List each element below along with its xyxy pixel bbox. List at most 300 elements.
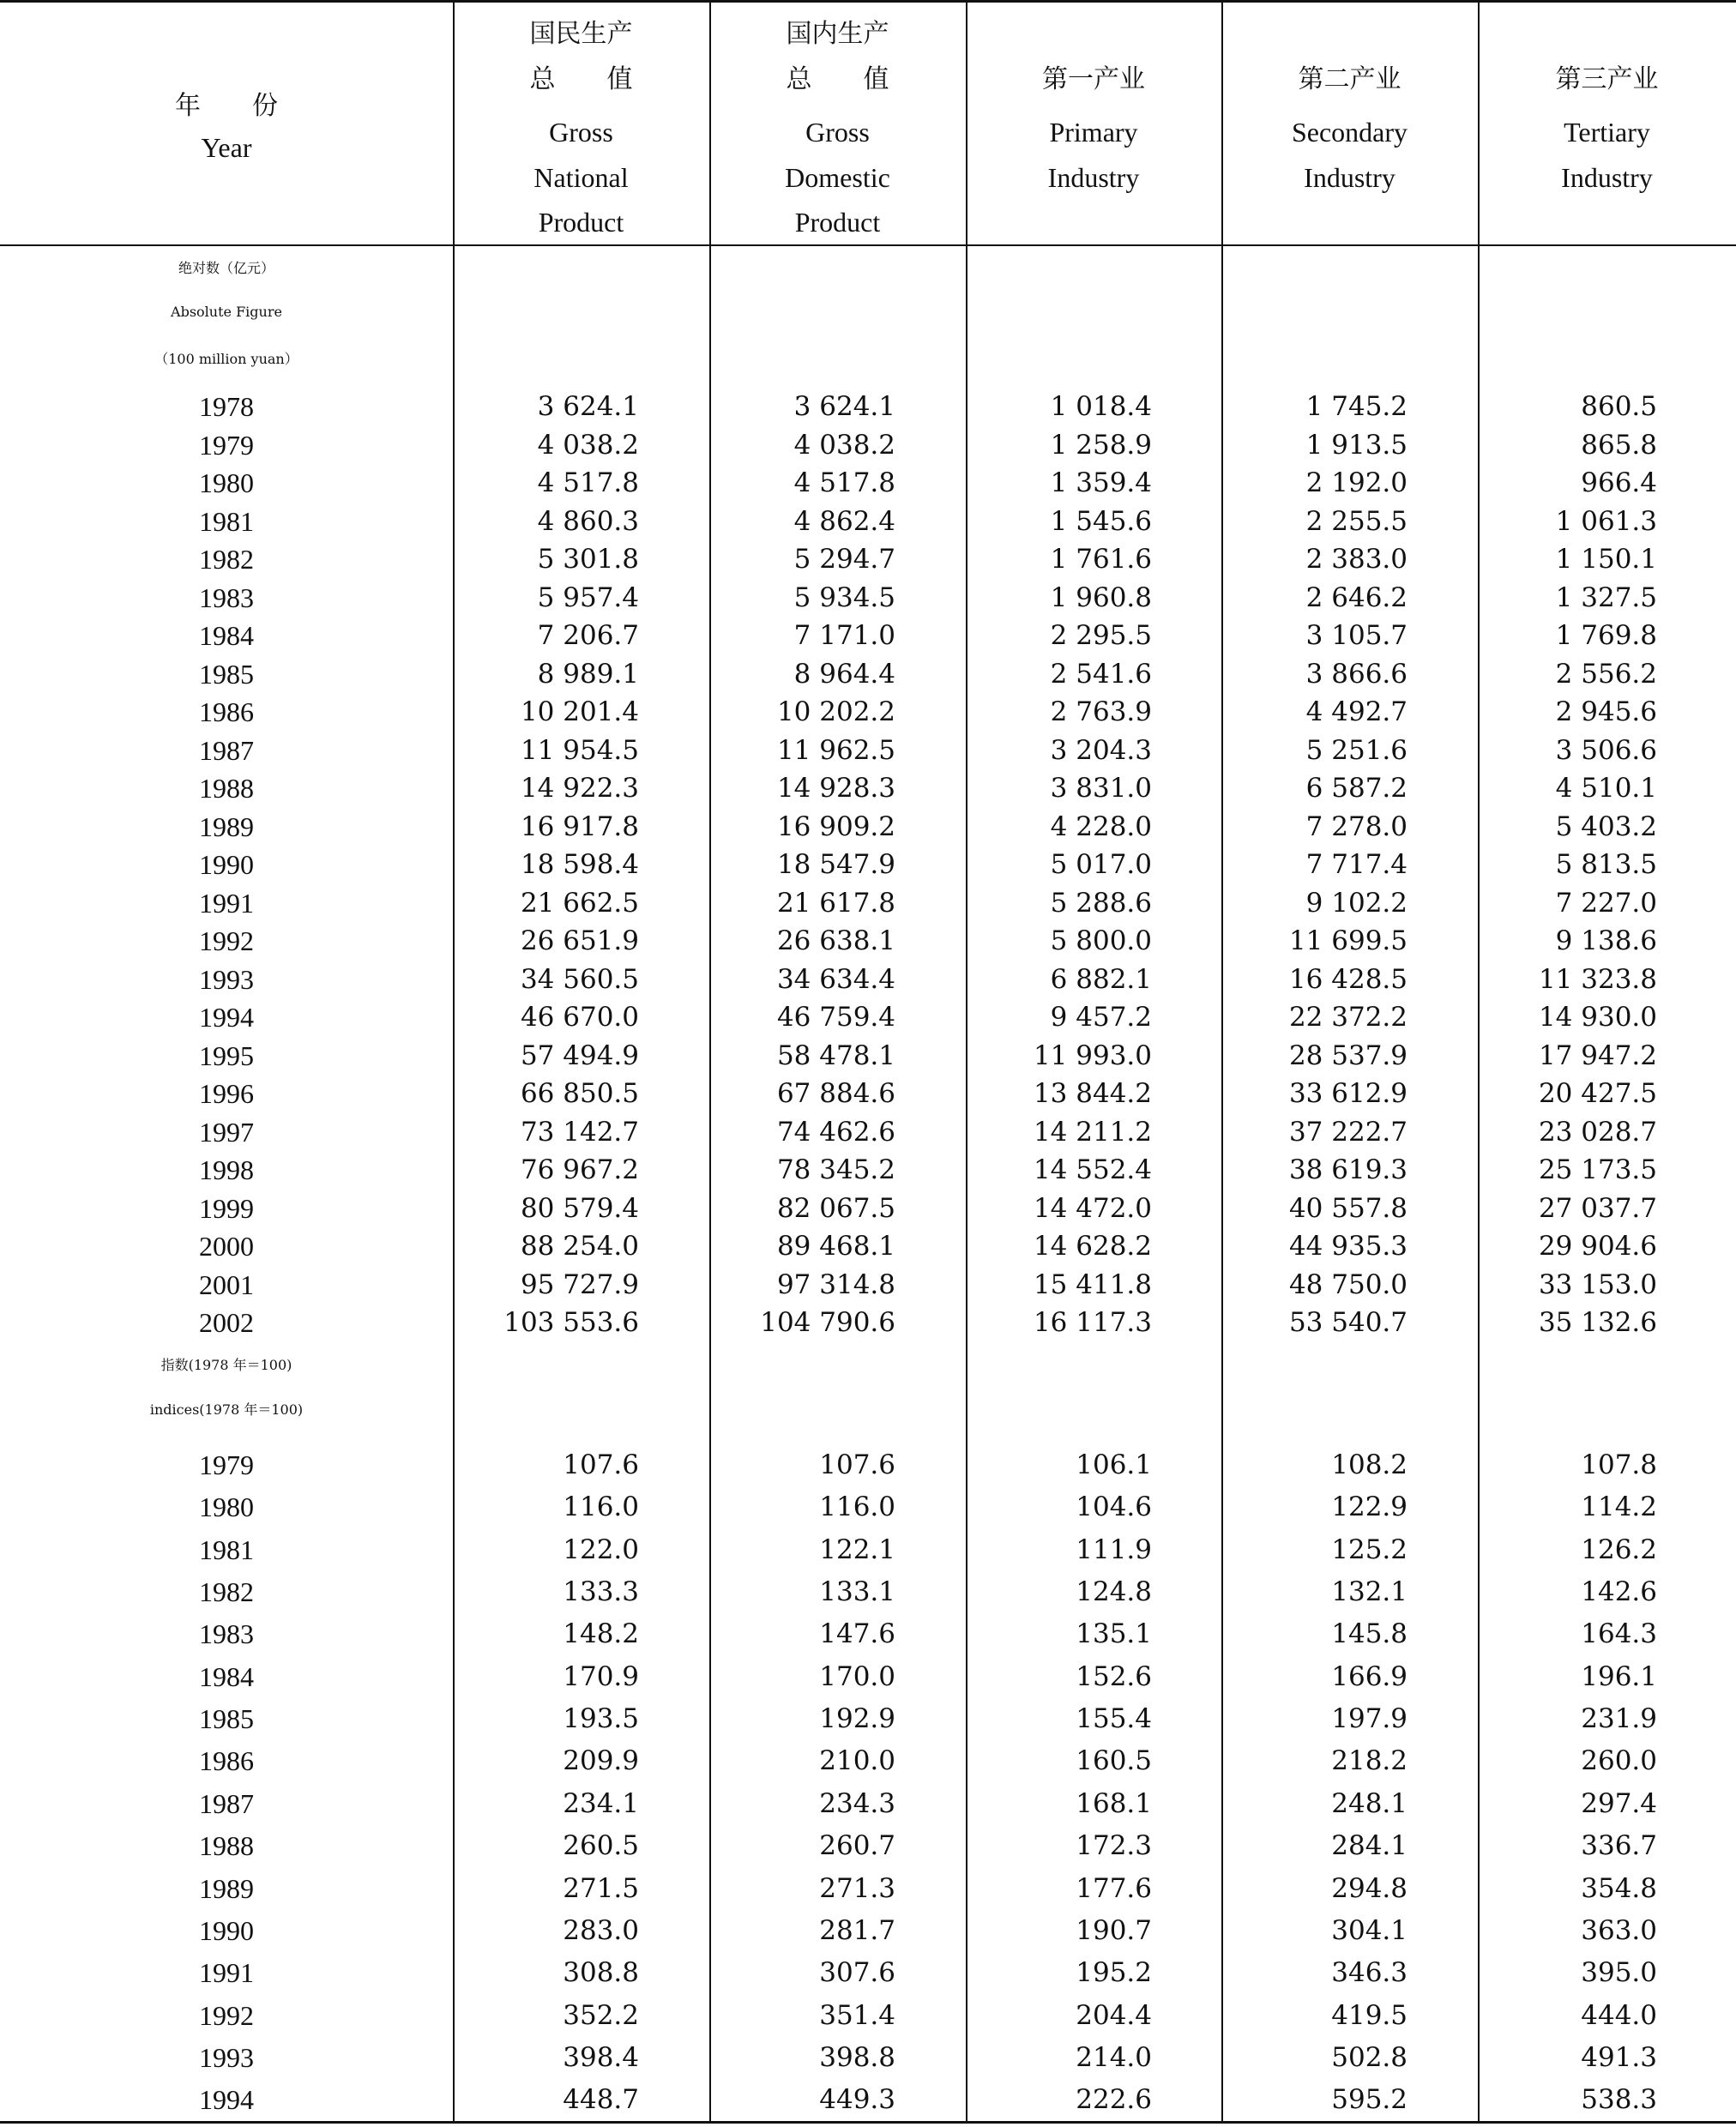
- primary-value: 214.0: [1076, 2041, 1152, 2073]
- header-en-line2: National: [533, 162, 629, 193]
- tertiary-value: 11 323.8: [1538, 963, 1657, 995]
- gnp-value: 26 651.9: [520, 925, 639, 956]
- gdp-value: 16 909.2: [776, 810, 895, 842]
- table-row: [0, 1915, 1736, 1957]
- gdp-value: 234.3: [819, 1787, 895, 1819]
- secondary-value: 33 612.9: [1288, 1078, 1407, 1109]
- primary-value: 5 800.0: [1050, 925, 1152, 956]
- secondary-value: 595.2: [1331, 2084, 1407, 2116]
- primary-value: 16 117.3: [1033, 1307, 1152, 1338]
- gnp-value: 14 922.3: [520, 773, 639, 804]
- gdp-value: 147.6: [819, 1618, 895, 1650]
- primary-value: 2 763.9: [1050, 696, 1152, 727]
- tertiary-value: 142.6: [1581, 1576, 1657, 1608]
- tertiary-value: 29 904.6: [1538, 1231, 1657, 1262]
- primary-value: 177.6: [1076, 1872, 1152, 1904]
- table-row: [0, 888, 1736, 926]
- secondary-value: 16 428.5: [1288, 963, 1407, 995]
- header-year-en: Year: [201, 132, 252, 163]
- secondary-value: 53 540.7: [1288, 1307, 1407, 1338]
- secondary-value: 7 717.4: [1305, 849, 1407, 880]
- tertiary-value: 107.8: [1581, 1449, 1657, 1480]
- primary-value: 13 844.2: [1033, 1078, 1152, 1109]
- header-en-line2: Industry: [1561, 162, 1653, 193]
- header-en-line1: Gross: [805, 117, 870, 148]
- tertiary-value: 17 947.2: [1538, 1039, 1657, 1071]
- primary-value: 1 359.4: [1050, 467, 1152, 498]
- primary-value: 1 545.6: [1050, 505, 1152, 537]
- secondary-value: 132.1: [1331, 1576, 1407, 1608]
- secondary-value: 125.2: [1331, 1533, 1407, 1565]
- tertiary-value: 14 930.0: [1538, 1002, 1657, 1033]
- gdp-value: 133.1: [819, 1576, 895, 1608]
- tertiary-value: 20 427.5: [1538, 1078, 1657, 1109]
- gdp-value: 116.0: [819, 1491, 895, 1523]
- primary-value: 124.8: [1076, 1576, 1152, 1608]
- year-cell: 2000: [199, 1231, 254, 1262]
- gnp-value: 88 254.0: [520, 1231, 639, 1262]
- gdp-value: 34 634.4: [776, 963, 895, 995]
- secondary-value: 294.8: [1331, 1872, 1407, 1904]
- gnp-value: 103 553.6: [503, 1307, 639, 1338]
- table-row: [0, 620, 1736, 659]
- section-absolute-unit: （100 million yuan）: [154, 351, 298, 367]
- year-cell: 1999: [199, 1192, 254, 1224]
- year-cell: 1989: [199, 810, 254, 842]
- year-cell: 1978: [199, 391, 254, 422]
- secondary-value: 44 935.3: [1288, 1231, 1407, 1262]
- tertiary-value: 860.5: [1581, 391, 1657, 422]
- header-en-line2: Industry: [1304, 162, 1395, 193]
- tertiary-value: 9 138.6: [1555, 925, 1657, 956]
- gnp-value: 5 957.4: [537, 581, 639, 613]
- year-cell: 1984: [199, 1660, 254, 1692]
- table-row: [0, 1830, 1736, 1872]
- secondary-value: 38 619.3: [1288, 1154, 1407, 1185]
- table-row: [0, 1661, 1736, 1703]
- primary-value: 3 831.0: [1050, 773, 1152, 804]
- gnp-value: 80 579.4: [520, 1192, 639, 1224]
- primary-value: 6 882.1: [1050, 963, 1152, 995]
- secondary-value: 218.2: [1331, 1745, 1407, 1777]
- primary-value: 106.1: [1076, 1449, 1152, 1480]
- year-cell: 1991: [199, 1957, 254, 1989]
- gnp-value: 148.2: [563, 1618, 639, 1650]
- table-row: [0, 1745, 1736, 1787]
- gdp-value: 11 962.5: [776, 734, 895, 766]
- table-row: [0, 1231, 1736, 1269]
- year-cell: 2002: [199, 1307, 254, 1338]
- secondary-value: 2 192.0: [1305, 467, 1407, 498]
- primary-value: 14 472.0: [1033, 1192, 1152, 1224]
- table-row: [0, 1040, 1736, 1079]
- gnp-value: 18 598.4: [520, 849, 639, 880]
- table-row: [0, 1269, 1736, 1308]
- header-year-zh: 年 份: [175, 91, 278, 121]
- gdp-value: 170.0: [819, 1660, 895, 1692]
- table-row: [0, 2084, 1736, 2126]
- table-row: [0, 2042, 1736, 2084]
- gdp-value: 260.7: [819, 1830, 895, 1862]
- gdp-value: 4 038.2: [793, 429, 895, 461]
- year-cell: 1994: [199, 1002, 254, 1033]
- tertiary-value: 35 132.6: [1538, 1307, 1657, 1338]
- year-cell: 1997: [199, 1116, 254, 1148]
- gdp-value: 97 314.8: [776, 1268, 895, 1300]
- gnp-value: 34 560.5: [520, 963, 639, 995]
- gnp-value: 3 624.1: [537, 391, 639, 422]
- gdp-value: 3 624.1: [793, 391, 895, 422]
- year-cell: 1979: [199, 1449, 254, 1480]
- gnp-value: 448.7: [563, 2084, 639, 2116]
- table-row: [0, 430, 1736, 468]
- secondary-value: 346.3: [1331, 1957, 1407, 1989]
- primary-value: 2 295.5: [1050, 620, 1152, 651]
- gdp-value: 7 171.0: [793, 620, 895, 651]
- header-en-line1: Secondary: [1291, 117, 1408, 148]
- tertiary-value: 3 506.6: [1555, 734, 1657, 766]
- primary-value: 204.4: [1076, 1999, 1152, 2031]
- gdp-value: 78 345.2: [776, 1154, 895, 1185]
- gdp-value: 104 790.6: [760, 1307, 895, 1338]
- year-cell: 1989: [199, 1872, 254, 1904]
- secondary-value: 248.1: [1331, 1787, 1407, 1819]
- secondary-value: 1 913.5: [1305, 429, 1407, 461]
- gnp-value: 260.5: [563, 1830, 639, 1862]
- gnp-value: 271.5: [563, 1872, 639, 1904]
- year-cell: 1987: [199, 1787, 254, 1819]
- gdp-value: 14 928.3: [776, 773, 895, 804]
- primary-value: 14 552.4: [1033, 1154, 1152, 1185]
- table-row: [0, 2000, 1736, 2042]
- year-cell: 1991: [199, 887, 254, 919]
- secondary-value: 197.9: [1331, 1703, 1407, 1735]
- tertiary-value: 1 327.5: [1555, 581, 1657, 613]
- gdp-value: 449.3: [819, 2084, 895, 2116]
- gdp-value: 210.0: [819, 1745, 895, 1777]
- tertiary-value: 395.0: [1581, 1957, 1657, 1989]
- gdp-value: 4 517.8: [793, 467, 895, 498]
- year-cell: 1981: [199, 505, 254, 537]
- year-cell: 1990: [199, 849, 254, 880]
- gdp-value: 58 478.1: [776, 1039, 895, 1071]
- header-zh-line2: 第二产业: [1298, 64, 1401, 94]
- primary-value: 5 288.6: [1050, 887, 1152, 919]
- header-zh-line2: 第三产业: [1555, 64, 1659, 94]
- primary-value: 1 960.8: [1050, 581, 1152, 613]
- table-row: [0, 1002, 1736, 1040]
- gnp-value: 76 967.2: [520, 1154, 639, 1185]
- year-cell: 1986: [199, 1745, 254, 1777]
- table-row: [0, 1117, 1736, 1155]
- gdp-value: 82 067.5: [776, 1192, 895, 1224]
- tertiary-value: 126.2: [1581, 1533, 1657, 1565]
- secondary-value: 3 105.7: [1305, 620, 1407, 651]
- gdp-value: 89 468.1: [776, 1231, 895, 1262]
- table-row: [0, 1957, 1736, 1999]
- year-cell: 1988: [199, 1830, 254, 1862]
- table-row: [0, 1618, 1736, 1660]
- tertiary-value: 27 037.7: [1538, 1192, 1657, 1224]
- tertiary-value: 2 945.6: [1555, 696, 1657, 727]
- gnp-value: 4 860.3: [537, 505, 639, 537]
- gdp-value: 10 202.2: [776, 696, 895, 727]
- year-cell: 1992: [199, 925, 254, 956]
- tertiary-value: 336.7: [1581, 1830, 1657, 1862]
- table-row: [0, 1449, 1736, 1491]
- section-absolute-zh: 绝对数（亿元）: [178, 260, 274, 276]
- gnp-value: 57 494.9: [520, 1039, 639, 1071]
- tertiary-value: 966.4: [1581, 467, 1657, 498]
- primary-value: 1 018.4: [1050, 391, 1152, 422]
- table-row: [0, 506, 1736, 545]
- year-cell: 1998: [199, 1154, 254, 1185]
- gnp-value: 4 517.8: [537, 467, 639, 498]
- gdp-value: 46 759.4: [776, 1002, 895, 1033]
- year-cell: 2001: [199, 1268, 254, 1300]
- primary-value: 222.6: [1076, 2084, 1152, 2116]
- gdp-value: 5 294.7: [793, 544, 895, 575]
- table-row: [0, 1788, 1736, 1830]
- year-cell: 1984: [199, 620, 254, 651]
- secondary-value: 122.9: [1331, 1491, 1407, 1523]
- table-row: [0, 1154, 1736, 1193]
- year-cell: 1986: [199, 696, 254, 727]
- table-row: [0, 773, 1736, 811]
- gdp-value: 107.6: [819, 1449, 895, 1480]
- primary-value: 3 204.3: [1050, 734, 1152, 766]
- secondary-value: 48 750.0: [1288, 1268, 1407, 1300]
- gnp-value: 116.0: [563, 1491, 639, 1523]
- gdp-value: 398.8: [819, 2041, 895, 2073]
- year-cell: 1980: [199, 1491, 254, 1523]
- primary-value: 1 258.9: [1050, 429, 1152, 461]
- secondary-value: 1 745.2: [1305, 391, 1407, 422]
- primary-value: 15 411.8: [1033, 1268, 1152, 1300]
- gdp-value: 5 934.5: [793, 581, 895, 613]
- secondary-value: 28 537.9: [1288, 1039, 1407, 1071]
- year-cell: 1982: [199, 1576, 254, 1608]
- primary-value: 2 541.6: [1050, 658, 1152, 690]
- section-indices-en: indices(1978 年＝100): [149, 1401, 304, 1418]
- secondary-value: 502.8: [1331, 2041, 1407, 2073]
- tertiary-value: 538.3: [1581, 2084, 1657, 2116]
- year-cell: 1992: [199, 1999, 254, 2031]
- tertiary-value: 23 028.7: [1538, 1116, 1657, 1148]
- secondary-value: 284.1: [1331, 1830, 1407, 1862]
- gnp-value: 5 301.8: [537, 544, 639, 575]
- header-en-line1: Primary: [1049, 117, 1138, 148]
- tertiary-value: 33 153.0: [1538, 1268, 1657, 1300]
- table-row: [0, 1491, 1736, 1533]
- gnp-value: 8 989.1: [537, 658, 639, 690]
- primary-value: 135.1: [1076, 1618, 1152, 1650]
- gdp-value: 122.1: [819, 1533, 895, 1565]
- secondary-value: 145.8: [1331, 1618, 1407, 1650]
- secondary-value: 7 278.0: [1305, 810, 1407, 842]
- gnp-value: 21 662.5: [520, 887, 639, 919]
- header-en-line1: Tertiary: [1564, 117, 1650, 148]
- year-cell: 1982: [199, 544, 254, 575]
- table-row: [0, 582, 1736, 621]
- tertiary-value: 1 061.3: [1555, 505, 1657, 537]
- header-en-line1: Gross: [549, 117, 613, 148]
- primary-value: 111.9: [1076, 1533, 1152, 1565]
- tertiary-value: 114.2: [1581, 1491, 1657, 1523]
- gnp-value: 133.3: [563, 1576, 639, 1608]
- year-cell: 1981: [199, 1533, 254, 1565]
- gdp-value: 8 964.4: [793, 658, 895, 690]
- primary-value: 1 761.6: [1050, 544, 1152, 575]
- year-cell: 1996: [199, 1078, 254, 1109]
- primary-value: 152.6: [1076, 1660, 1152, 1692]
- header-en-line2: Industry: [1047, 162, 1140, 193]
- primary-value: 5 017.0: [1050, 849, 1152, 880]
- gdp-value: 67 884.6: [776, 1078, 895, 1109]
- secondary-value: 6 587.2: [1305, 773, 1407, 804]
- secondary-value: 22 372.2: [1288, 1002, 1407, 1033]
- primary-value: 14 628.2: [1033, 1231, 1152, 1262]
- secondary-value: 11 699.5: [1288, 925, 1407, 956]
- table-row: [0, 544, 1736, 582]
- table-row: [0, 964, 1736, 1003]
- gnp-value: 4 038.2: [537, 429, 639, 461]
- tertiary-value: 444.0: [1581, 1999, 1657, 2031]
- primary-value: 160.5: [1076, 1745, 1152, 1777]
- secondary-value: 40 557.8: [1288, 1192, 1407, 1224]
- secondary-value: 5 251.6: [1305, 734, 1407, 766]
- tertiary-value: 5 403.2: [1555, 810, 1657, 842]
- table-row: [0, 849, 1736, 888]
- tertiary-value: 1 769.8: [1555, 620, 1657, 651]
- year-cell: 1990: [199, 1914, 254, 1946]
- gdp-value: 281.7: [819, 1914, 895, 1946]
- primary-value: 168.1: [1076, 1787, 1152, 1819]
- tertiary-value: 25 173.5: [1538, 1154, 1657, 1185]
- gnp-value: 95 727.9: [520, 1268, 639, 1300]
- secondary-value: 304.1: [1331, 1914, 1407, 1946]
- header-zh-line1: 国民生产: [529, 19, 633, 49]
- gdp-value: 307.6: [819, 1957, 895, 1989]
- tertiary-value: 865.8: [1581, 429, 1657, 461]
- tertiary-value: 260.0: [1581, 1745, 1657, 1777]
- table-row: [0, 1873, 1736, 1915]
- table-row: [0, 811, 1736, 850]
- table-row: [0, 925, 1736, 964]
- gnp-value: 283.0: [563, 1914, 639, 1946]
- table-row: [0, 1078, 1736, 1117]
- primary-value: 11 993.0: [1033, 1039, 1152, 1071]
- year-cell: 1980: [199, 467, 254, 498]
- secondary-value: 166.9: [1331, 1660, 1407, 1692]
- table-row: [0, 1534, 1736, 1576]
- header-zh-line2: 总 值: [529, 64, 633, 94]
- secondary-value: 108.2: [1331, 1449, 1407, 1480]
- table-row: [0, 1576, 1736, 1618]
- primary-value: 9 457.2: [1050, 1002, 1152, 1033]
- gnp-value: 11 954.5: [520, 734, 639, 766]
- tertiary-value: 5 813.5: [1555, 849, 1657, 880]
- secondary-value: 419.5: [1331, 1999, 1407, 2031]
- table-row: [0, 467, 1736, 506]
- tertiary-value: 4 510.1: [1555, 773, 1657, 804]
- gdp-value: 18 547.9: [776, 849, 895, 880]
- primary-value: 190.7: [1076, 1914, 1152, 1946]
- tertiary-value: 231.9: [1581, 1703, 1657, 1735]
- tertiary-value: 196.1: [1581, 1660, 1657, 1692]
- table-row: [0, 1307, 1736, 1346]
- year-cell: 1983: [199, 1618, 254, 1650]
- primary-value: 4 228.0: [1050, 810, 1152, 842]
- year-cell: 1983: [199, 581, 254, 613]
- tertiary-value: 363.0: [1581, 1914, 1657, 1946]
- secondary-value: 3 866.6: [1305, 658, 1407, 690]
- table-row: [0, 659, 1736, 697]
- gnp-value: 352.2: [563, 1999, 639, 2031]
- primary-value: 155.4: [1076, 1703, 1152, 1735]
- year-cell: 1995: [199, 1039, 254, 1071]
- gnp-value: 209.9: [563, 1745, 639, 1777]
- tertiary-value: 2 556.2: [1555, 658, 1657, 690]
- gnp-value: 7 206.7: [537, 620, 639, 651]
- year-cell: 1985: [199, 658, 254, 690]
- tertiary-value: 491.3: [1581, 2041, 1657, 2073]
- primary-value: 104.6: [1076, 1491, 1152, 1523]
- header-zh-line2: 第一产业: [1042, 64, 1145, 94]
- gnp-value: 10 201.4: [520, 696, 639, 727]
- table-row: [0, 696, 1736, 735]
- gnp-value: 46 670.0: [520, 1002, 639, 1033]
- year-cell: 1987: [199, 734, 254, 766]
- gnp-value: 73 142.7: [520, 1116, 639, 1148]
- gdp-value: 351.4: [819, 1999, 895, 2031]
- header-zh-line2: 总 值: [786, 64, 889, 94]
- tertiary-value: 164.3: [1581, 1618, 1657, 1650]
- primary-value: 172.3: [1076, 1830, 1152, 1862]
- gnp-value: 234.1: [563, 1787, 639, 1819]
- year-cell: 1985: [199, 1703, 254, 1735]
- section-indices-zh: 指数(1978 年＝100): [160, 1357, 292, 1373]
- primary-value: 14 211.2: [1033, 1116, 1152, 1148]
- gnp-value: 16 917.8: [520, 810, 639, 842]
- year-cell: 1993: [199, 2041, 254, 2073]
- table-row: [0, 735, 1736, 774]
- tertiary-value: 354.8: [1581, 1872, 1657, 1904]
- year-cell: 1993: [199, 963, 254, 995]
- table-row: [0, 391, 1736, 430]
- year-cell: 1979: [199, 429, 254, 461]
- gdp-value: 74 462.6: [776, 1116, 895, 1148]
- gdp-value: 192.9: [819, 1703, 895, 1735]
- year-cell: 1988: [199, 773, 254, 804]
- primary-value: 195.2: [1076, 1957, 1152, 1989]
- secondary-value: 2 255.5: [1305, 505, 1407, 537]
- tertiary-value: 297.4: [1581, 1787, 1657, 1819]
- gdp-value: 26 638.1: [776, 925, 895, 956]
- gdp-value: 4 862.4: [793, 505, 895, 537]
- table-row: [0, 1703, 1736, 1745]
- table-row: [0, 1193, 1736, 1232]
- header-zh-line1: 国内生产: [786, 19, 889, 49]
- gdp-value: 271.3: [819, 1872, 895, 1904]
- gnp-value: 308.8: [563, 1957, 639, 1989]
- secondary-value: 37 222.7: [1288, 1116, 1407, 1148]
- gnp-value: 107.6: [563, 1449, 639, 1480]
- secondary-value: 4 492.7: [1305, 696, 1407, 727]
- section-absolute-en: Absolute Figure: [171, 304, 282, 320]
- tertiary-value: 1 150.1: [1555, 544, 1657, 575]
- header-en-line3: Product: [538, 207, 624, 238]
